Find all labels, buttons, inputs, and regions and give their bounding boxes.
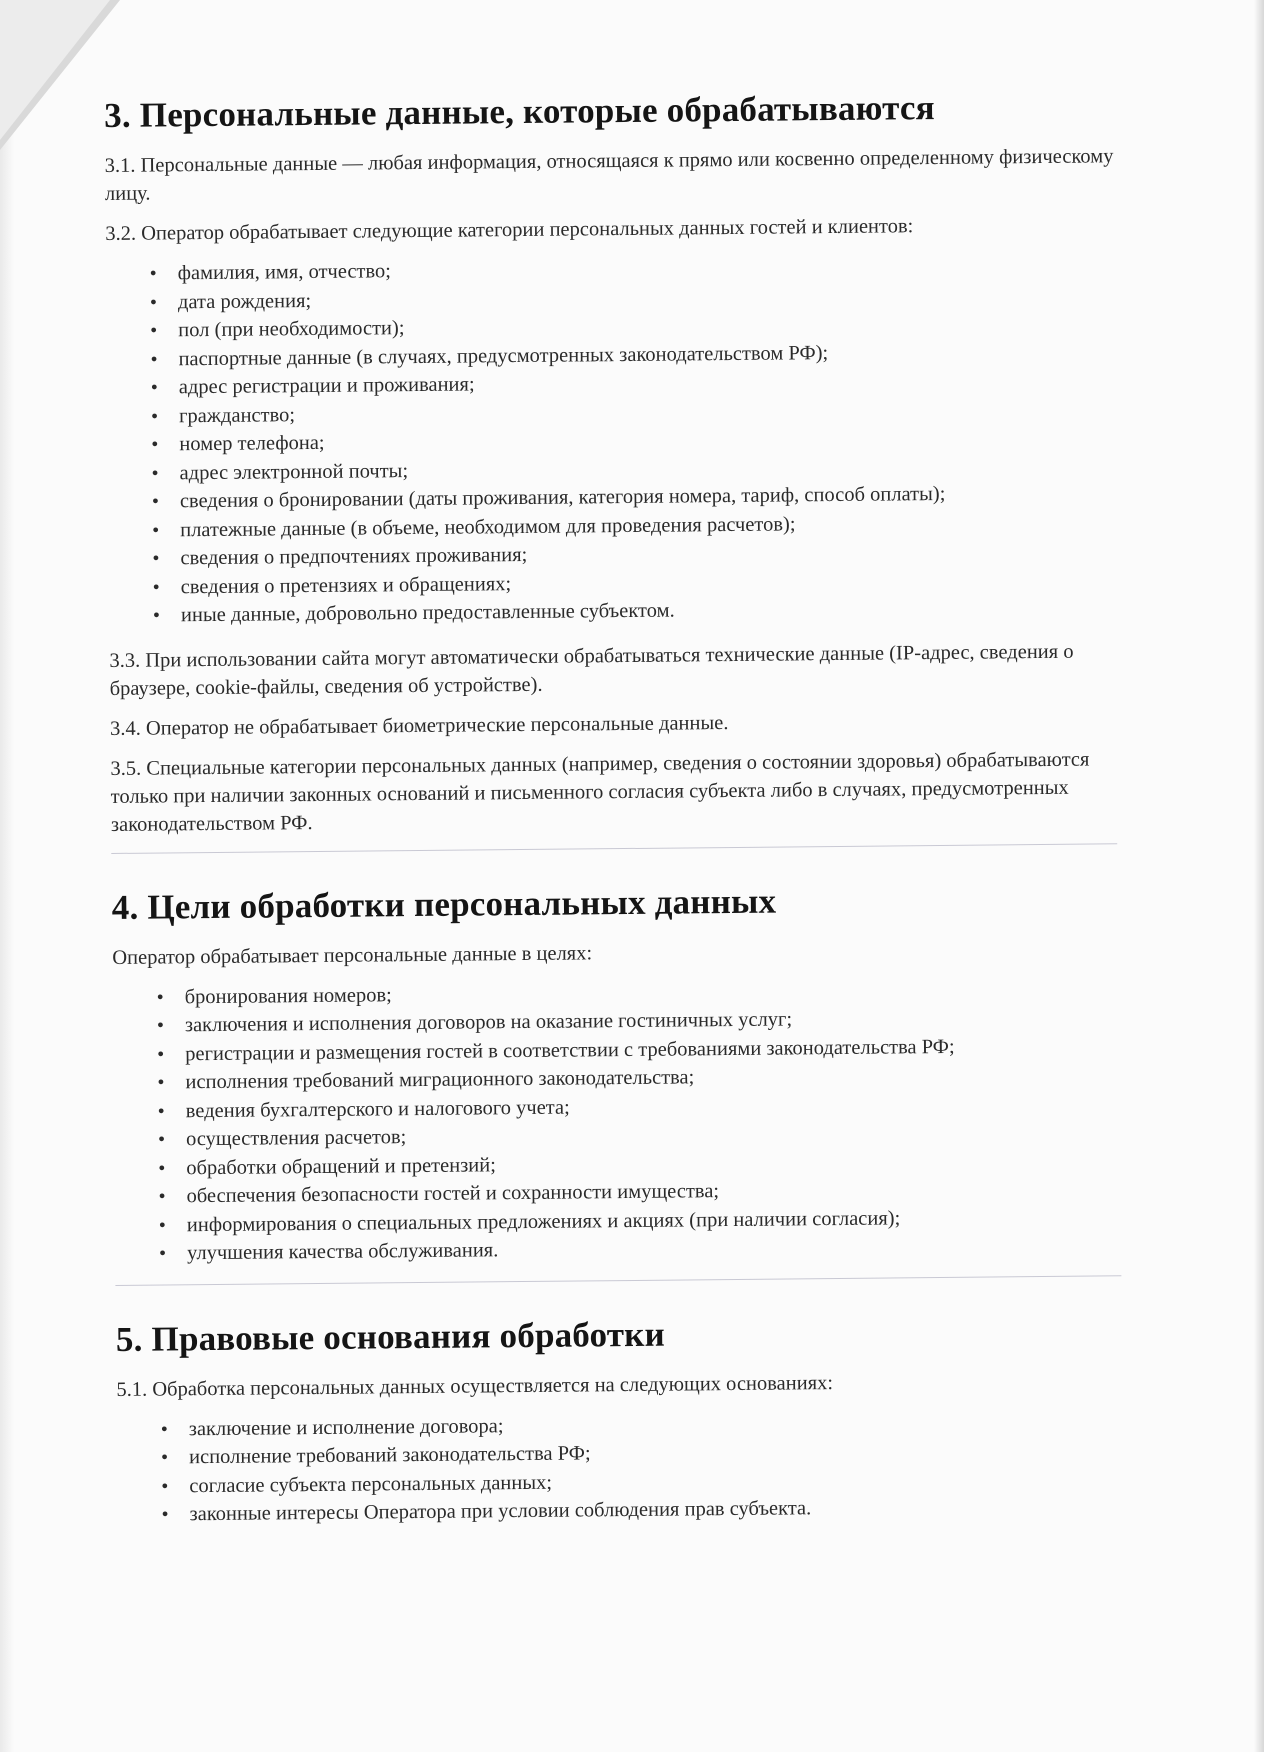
bullet-icon: • [156, 985, 164, 1009]
list-item-text: гражданство; [178, 403, 296, 427]
bullet-icon: • [157, 1099, 165, 1123]
paragraph-3-1: 3.1. Персональные данные — любая информация, относящаяся к прямо или косвенно определенному физическому лицу. [104, 145, 1114, 205]
processing-purposes-list [157, 974, 1136, 1268]
list-item-text: сведения о претензиях и обращениях; [180, 572, 512, 598]
bullet-icon: • [149, 291, 158, 314]
bullet-icon: • [156, 1014, 165, 1037]
list-item-text: улучшения качества обслуживания. [187, 1239, 499, 1265]
bullet-icon: • [161, 1474, 169, 1498]
list-item-text: обработки обращений и претензий; [186, 1153, 496, 1179]
section-processing-purposes [112, 878, 1136, 1269]
list-item-text: номер телефона; [179, 431, 325, 456]
bullet-icon: • [152, 604, 161, 627]
list-item-text: паспортные данные (в случаях, предусмотренных законодательством РФ); [178, 341, 829, 370]
list-item-text: платежные данные (в объеме, необходимом для проведения расчетов); [180, 512, 796, 541]
list-item-text: заключения и исполнения договоров на оказание гостиничных услуг; [184, 1008, 793, 1037]
list-item-text: дата рождения; [177, 289, 312, 313]
list-item-text: фамилия, имя, отчество; [177, 260, 392, 285]
document-page [104, 86, 1138, 1545]
section-4-intro: Оператор обрабатывает персональные данные в целях: [112, 941, 593, 969]
section-personal-data [104, 86, 1131, 838]
bullet-icon: • [160, 1417, 168, 1441]
bullet-icon: • [159, 1242, 167, 1265]
bullet-icon: • [151, 490, 160, 513]
personal-data-categories-list [150, 250, 1130, 630]
bullet-icon: • [152, 547, 160, 570]
section-5-title: 5. Правовые основания обработки [115, 1314, 666, 1359]
list-item-text: осуществления расчетов; [185, 1126, 407, 1151]
paragraph-3-3: 3.3. При использовании сайта могут автоматически обрабатываться технические данные (IP-адрес, сведения о браузере, cookie-файлы, сведения об устройстве). [109, 640, 1074, 700]
list-item-text: пол (при необходимости); [178, 317, 405, 342]
bullet-icon: • [150, 404, 159, 428]
bullet-icon: • [157, 1128, 166, 1151]
folded-corner-highlight [0, 0, 110, 140]
list-item-text: ведения бухгалтерского и налогового учета; [185, 1096, 570, 1122]
bullet-icon: • [150, 347, 158, 371]
list-item-text: информирования о специальных предложениях и акциях (при наличии согласия); [186, 1206, 901, 1236]
list-item-text: исполнение требований законодательства РФ; [188, 1442, 591, 1469]
section-divider [115, 1275, 1121, 1286]
bullet-icon: • [149, 262, 157, 285]
paragraph-3-2: 3.2. Оператор обрабатывает следующие категории персональных данных гостей и клиентов: [105, 215, 914, 245]
list-item-text: адрес электронной почты; [179, 459, 409, 484]
section-4-title: 4. Цели обработки персональных данных [111, 881, 777, 927]
bullet-icon: • [158, 1156, 166, 1180]
bullet-icon: • [150, 376, 158, 399]
list-item-text: бронирования номеров; [184, 983, 392, 1008]
bullet-icon: • [158, 1185, 166, 1208]
bullet-icon: • [160, 1446, 169, 1469]
bullet-icon: • [158, 1213, 166, 1237]
paragraph-3-5: 3.5. Специальные категории персональных данных (например, сведения о состоянии здоровья) обрабатываются только при наличии законных оснований и письменного согласия субъекта либо в случаях, предусмотренных законодательством РФ. [110, 748, 1090, 836]
scan-edge-right [1254, 0, 1264, 1752]
bullet-icon: • [157, 1042, 165, 1066]
section-3-title: 3. Персональные данные, которые обрабатываются [104, 88, 936, 135]
list-item-text: адрес регистрации и проживания; [178, 373, 475, 399]
list-item-text: сведения о предпочтениях проживания; [180, 543, 528, 570]
bullet-icon: • [161, 1503, 169, 1526]
list-item-text: исполнения требований миграционного законодательства; [185, 1066, 695, 1094]
list-item-text: иные данные, добровольно предоставленные субъектом. [180, 599, 675, 627]
bullet-icon: • [157, 1071, 165, 1094]
section-legal-grounds [116, 1310, 1138, 1530]
list-item-text: законные интересы Оператора при условии соблюдения прав субъекта. [189, 1497, 812, 1526]
bullet-icon: • [152, 518, 160, 542]
bullet-icon: • [151, 433, 159, 456]
paragraph-3-4: 3.4. Оператор не обрабатывает биометрические персональные данные. [109, 711, 729, 740]
bullet-icon: • [151, 461, 159, 485]
legal-grounds-list [161, 1406, 1138, 1529]
list-item-text: согласие субъекта персональных данных; [189, 1471, 553, 1497]
list-item-text: заключение и исполнение договора; [188, 1414, 504, 1440]
section-divider [111, 843, 1117, 854]
list-item-text: сведения о бронировании (даты проживания, категория номера, тариф, способ оплаты); [179, 482, 946, 513]
list-item-text: обеспечения безопасности гостей и сохранности имущества; [186, 1180, 720, 1208]
scan-edge-left [0, 0, 14, 1752]
bullet-icon: • [150, 319, 158, 342]
bullet-icon: • [152, 575, 160, 599]
section-5-intro: 5.1. Обработка персональных данных осуществляется на следующих основаниях: [116, 1371, 834, 1401]
list-item-text: регистрации и размещения гостей в соответствии с требованиями законодательства РФ; [185, 1035, 955, 1065]
